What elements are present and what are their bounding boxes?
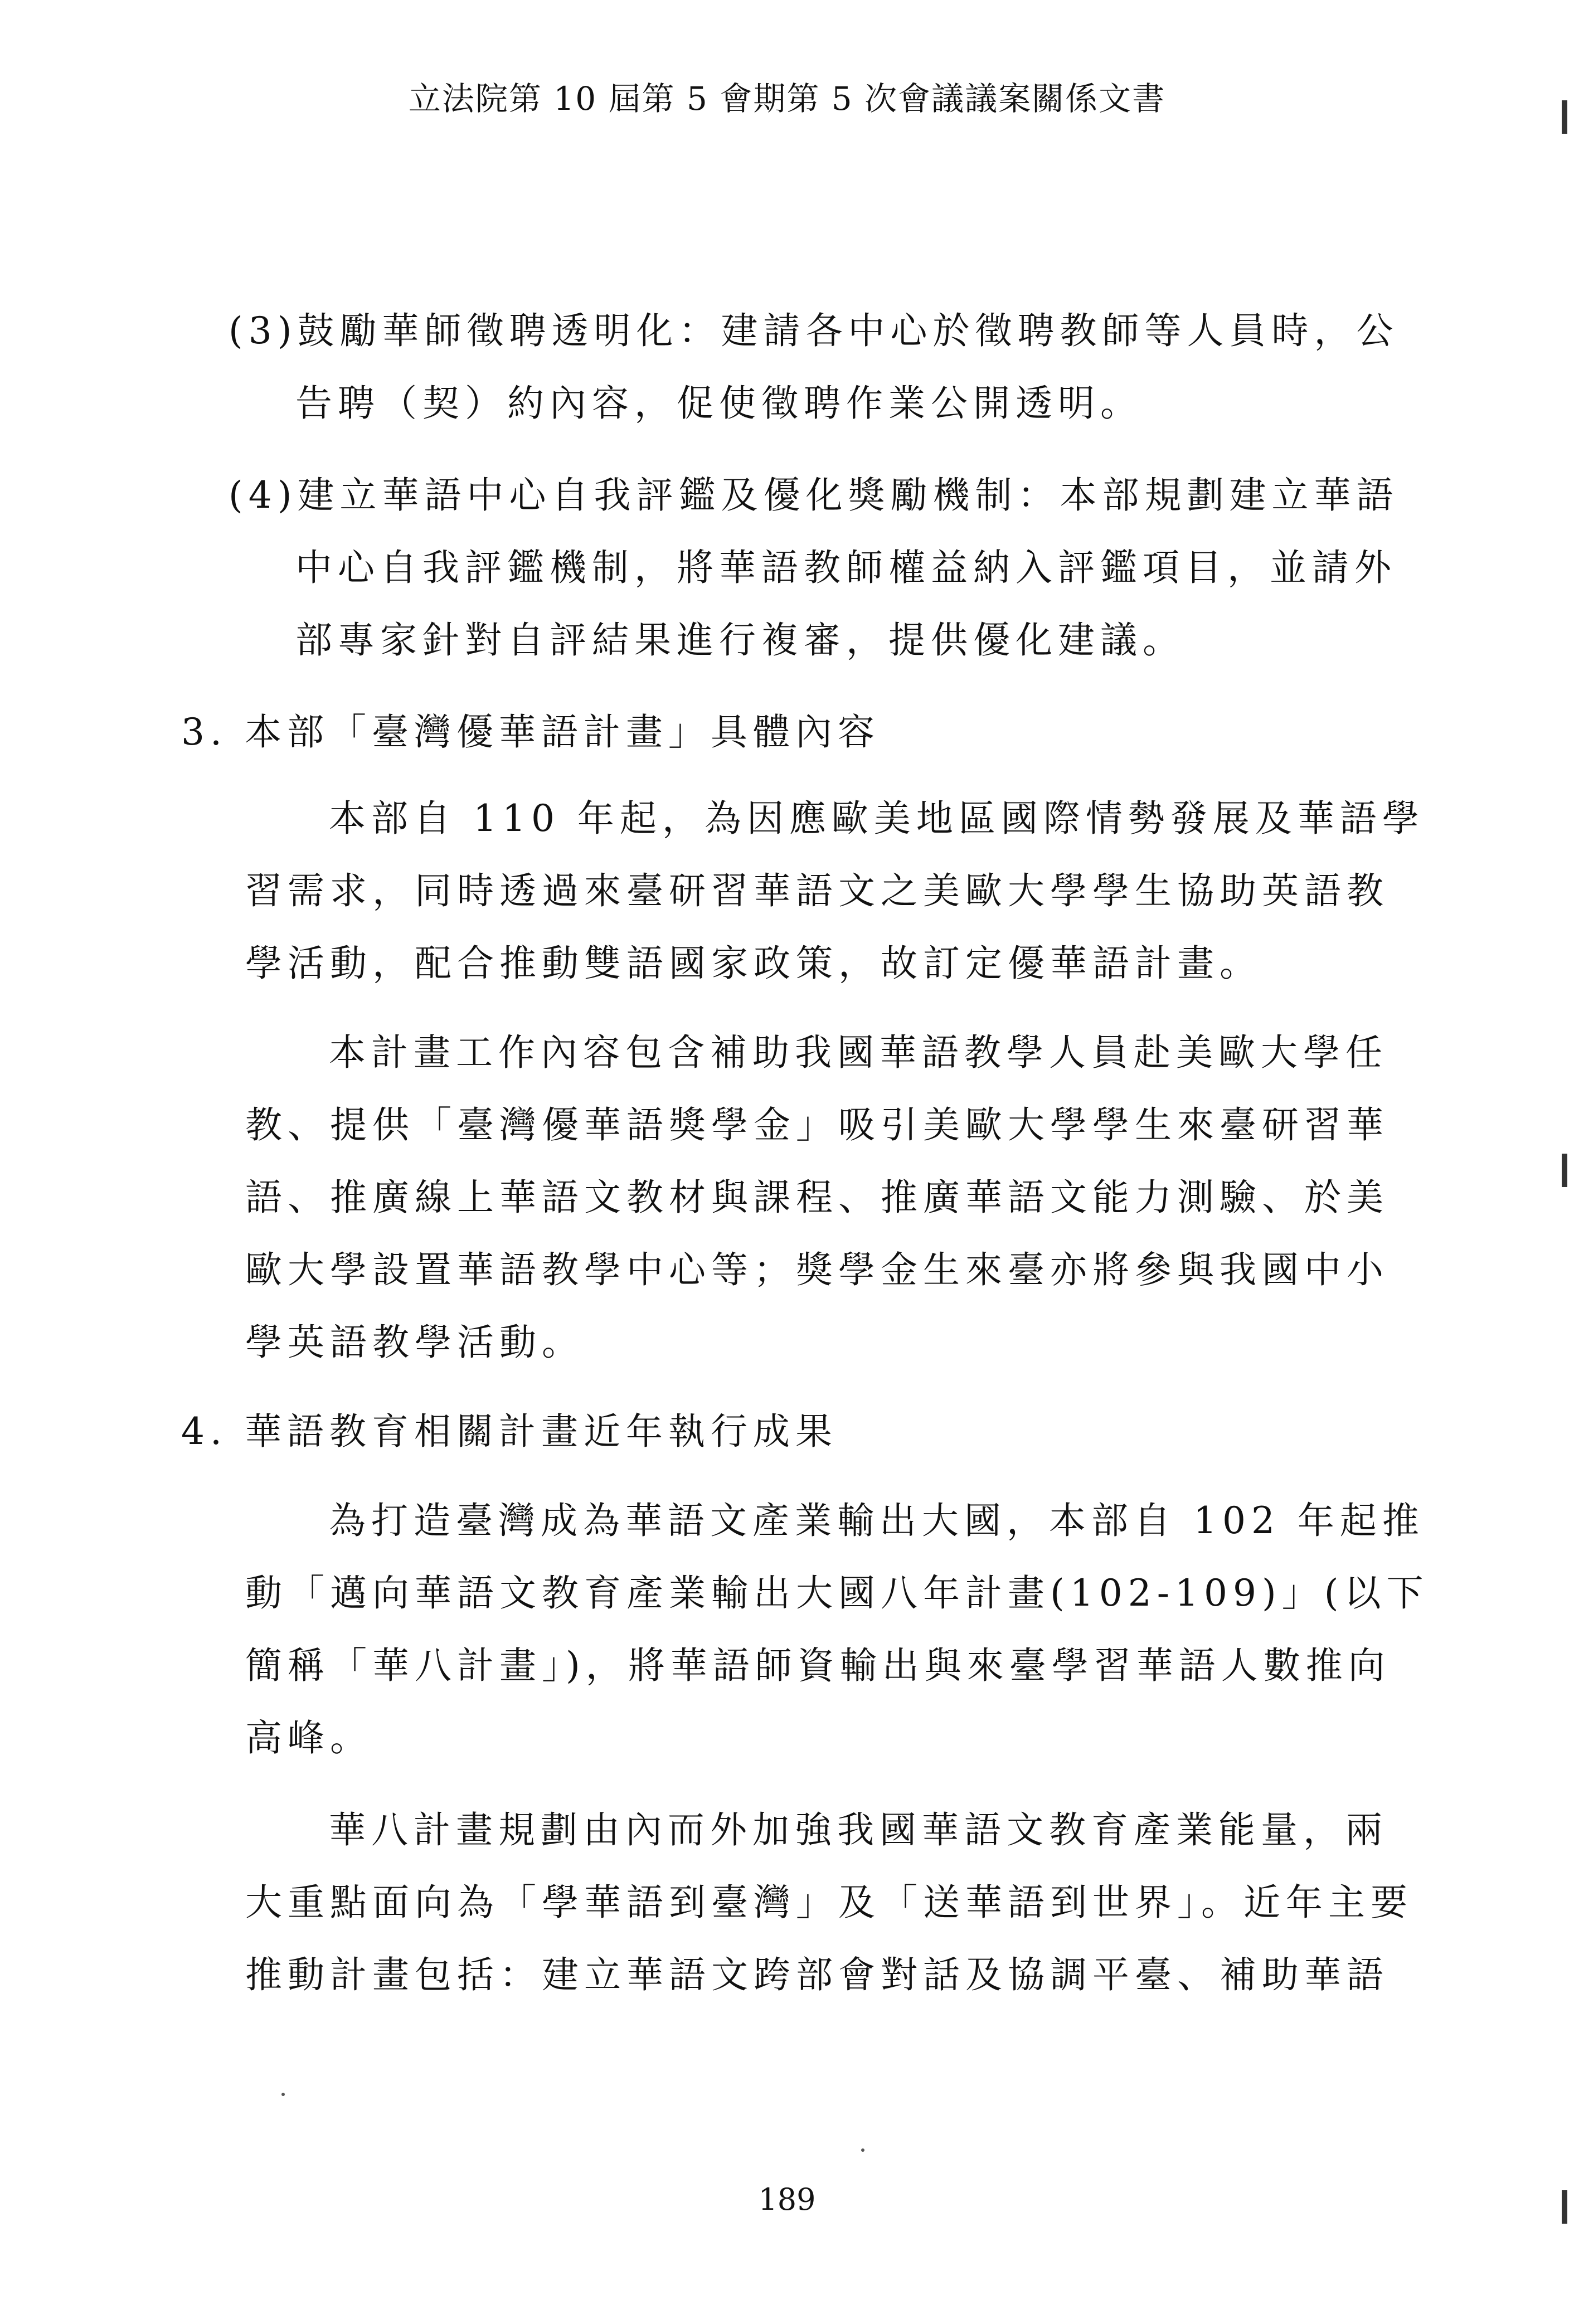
section3-para1-line1: 本部自 110 年起，為因應歐美地區國際情勢發展及華語學 [329,797,1425,840]
scan-speck [861,2148,864,2152]
section3-para2-line5: 學英語教學活動。 [245,1321,584,1364]
binding-mark [1562,2190,1567,2224]
page-number: 189 [758,2182,816,2217]
section3-para2-line3: 語、推廣線上華語文教材與課程、推廣華語文能力測驗、於美 [245,1176,1389,1219]
document-header: 立法院第 10 屆第 5 會期第 5 次會議議案關係文書 [408,80,1166,118]
section3-para2-line1: 本計畫工作內容包含補助我國華語教學人員赴美歐大學任 [329,1031,1388,1074]
section3-para2-line4: 歐大學設置華語教學中心等；獎學金生來臺亦將參與我國中小 [245,1248,1389,1291]
item4-sub-line3: 部專家針對自評結果進行複審，提供優化建議。 [295,619,1185,662]
scan-speck [281,2093,285,2096]
section4-para2-line1: 華八計畫規劃由內而外加強我國華語文教育產業能量，兩 [329,1808,1388,1851]
section4-para1-line3: 簡稱「華八計畫」)，將華語師資輸出與來臺學習華語人數推向 [245,1644,1391,1687]
binding-mark [1562,100,1567,134]
item3-sub-line1: (3)鼓勵華師徵聘透明化：建請各中心於徵聘教師等人員時，公 [229,309,1399,352]
section3-para1-line3: 學活動，配合推動雙語國家政策，故訂定優華語計畫。 [245,942,1262,985]
section4-para1-line4: 高峰。 [245,1717,372,1759]
item4-sub-line2: 中心自我評鑑機制，將華語教師權益納入評鑑項目，並請外 [295,546,1397,589]
binding-mark [1562,1154,1567,1187]
item4-sub-line1: (4)建立華語中心自我評鑑及優化獎勵機制：本部規劃建立華語 [229,474,1399,517]
item3-sub-line2: 告聘（契）約內容，促使徵聘作業公開透明。 [295,382,1143,425]
section3-heading: 3. 本部「臺灣優華語計畫」具體內容 [181,711,880,753]
section4-para2-line2: 大重點面向為「學華語到臺灣」及「送華語到世界」。近年主要 [245,1881,1413,1924]
section4-heading: 4. 華語教育相關計畫近年執行成果 [181,1410,838,1453]
section4-para1-line2: 動「邁向華語文教育產業輸出大國八年計畫(102-109)」(以下 [245,1572,1429,1615]
section4-para2-line3: 推動計畫包括：建立華語文跨部會對話及協調平臺、補助華語 [245,1953,1389,1996]
section3-para2-line2: 教、提供「臺灣優華語獎學金」吸引美歐大學學生來臺研習華 [245,1103,1389,1146]
section3-para1-line2: 習需求，同時透過來臺研習華語文之美歐大學學生協助英語教 [245,869,1389,912]
section4-para1-line1: 為打造臺灣成為華語文產業輸出大國，本部自 102 年起推 [329,1499,1425,1542]
